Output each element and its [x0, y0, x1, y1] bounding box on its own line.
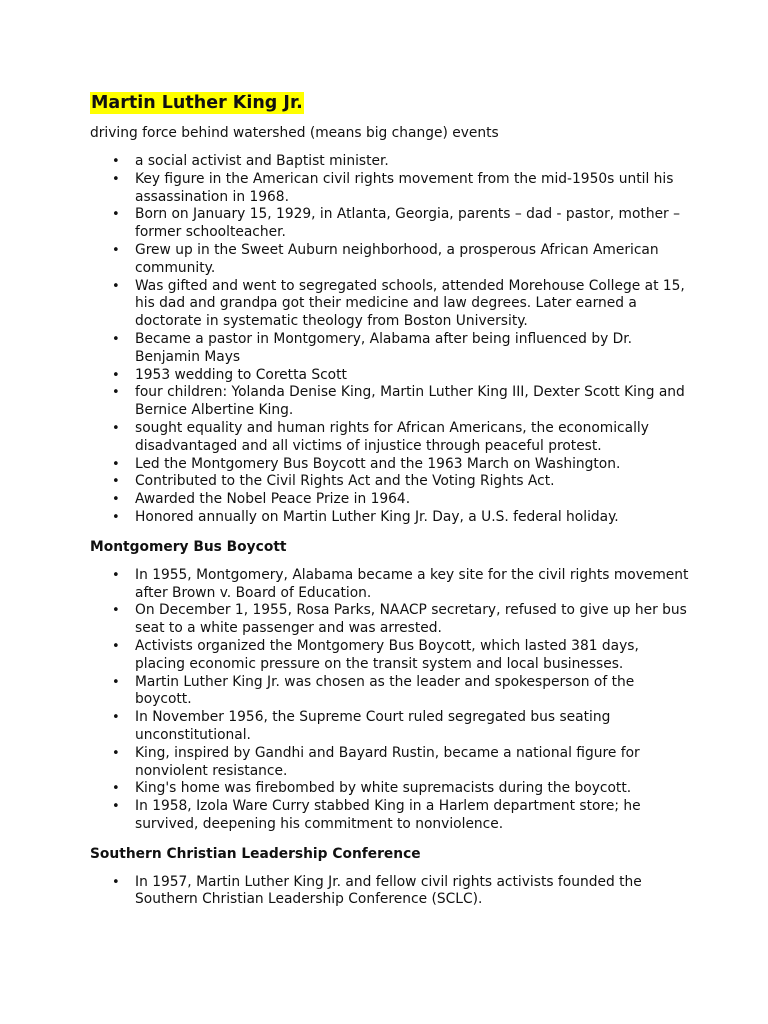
- list-item: [90, 153, 690, 171]
- list-item-text: a social activist and Baptist minister.: [135, 153, 389, 169]
- list-item-text: Contributed to the Civil Rights Act and the Voting Rights Act.: [135, 473, 555, 490]
- list-item-text: King's home was firebombed by white supremacists during the boycott.: [135, 780, 632, 797]
- bullet-icon: •: [112, 171, 120, 187]
- bullet-icon: •: [112, 603, 120, 619]
- bullet-icon: •: [112, 474, 120, 490]
- bullet-icon: •: [112, 638, 120, 654]
- list-item-text: Activists organized the Montgomery Bus Boycott, which lasted 381 days, placing economic pressure on the transit system and local businesses.: [135, 637, 639, 672]
- list-item-text: Awarded the Nobel Peace Prize in 1964.: [135, 491, 411, 508]
- list-item-text: Martin Luther King Jr. was chosen as the leader and spokesperson of the boycott.: [135, 673, 635, 708]
- list-item-text: four children: Yolanda Denise King, Martin Luther King III, Dexter Scott King and Bernice Albertine King.: [135, 384, 685, 419]
- list-item: [90, 874, 690, 910]
- list-item: [90, 456, 690, 474]
- document-title: Martin Luther King Jr.: [91, 93, 303, 113]
- list-item-text: On December 1, 1955, Rosa Parks, NAACP secretary, refused to give up her bus seat to a white passenger and was arrested.: [135, 602, 687, 637]
- list-item: [90, 278, 690, 331]
- bullet-icon: •: [112, 331, 120, 347]
- list-item: [90, 171, 690, 207]
- bullet-icon: •: [112, 674, 120, 690]
- list-item-text: Grew up in the Sweet Auburn neighborhood, a prosperous African American community.: [135, 241, 659, 276]
- list-item: [90, 745, 690, 781]
- list-item-text: In 1955, Montgomery, Alabama became a key site for the civil rights movement after Brown v. Board of Education.: [135, 566, 689, 601]
- bullet-icon: •: [112, 154, 120, 169]
- list-item-text: Led the Montgomery Bus Boycott and the 1963 March on Washington.: [135, 455, 621, 472]
- bullet-icon: •: [112, 420, 120, 436]
- list-item: [90, 674, 690, 710]
- section-heading-bus-boycott: Montgomery Bus Boycott: [90, 538, 287, 555]
- bullet-icon: •: [112, 492, 120, 508]
- bullet-icon: •: [112, 781, 120, 797]
- bullet-icon: •: [112, 385, 120, 401]
- list-item: [90, 420, 690, 456]
- section-heading-sclc: Southern Christian Leadership Conference: [90, 845, 421, 862]
- list-item-text: Was gifted and went to segregated schools, attended Morehouse College at 15, his dad and grandpa got their medicine and law degrees. Later earned a doctorate in systematic theology from Boston University.: [135, 277, 685, 330]
- list-item-text: 1953 wedding to Coretta Scott: [135, 366, 347, 383]
- list-item-text: King, inspired by Gandhi and Bayard Rustin, became a national figure for nonviolent resistance.: [135, 744, 640, 779]
- bullet-icon: •: [112, 710, 120, 726]
- list-item: [90, 638, 690, 674]
- sclc-list: [90, 874, 690, 910]
- list-item-text: Became a pastor in Montgomery, Alabama after being influenced by Dr. Benjamin Mays: [135, 330, 633, 365]
- list-item: [90, 602, 690, 638]
- mlk-facts-list: [90, 153, 690, 527]
- list-item: [90, 331, 690, 367]
- list-item-text: Born on January 15, 1929, in Atlanta, Georgia, parents – dad - pastor, mother – former schoolteacher.: [135, 206, 681, 241]
- bus-boycott-list: [90, 567, 690, 834]
- document-page: [90, 92, 690, 909]
- list-item-text: Key figure in the American civil rights movement from the mid-1950s until his assassination in 1968.: [135, 170, 674, 205]
- list-item: [90, 709, 690, 745]
- list-item-text: Honored annually on Martin Luther King Jr. Day, a U.S. federal holiday.: [135, 508, 619, 525]
- intro-text: driving force behind watershed (means big change) events: [90, 125, 499, 141]
- bullet-icon: •: [112, 456, 120, 472]
- bullet-icon: •: [112, 278, 120, 294]
- bullet-icon: •: [112, 242, 120, 258]
- list-item-text: sought equality and human rights for African Americans, the economically disadvantaged and all victims of injustice through peaceful protest.: [135, 419, 649, 454]
- list-item: [90, 780, 690, 798]
- list-item: [90, 798, 690, 834]
- bullet-icon: •: [112, 799, 120, 815]
- bullet-icon: •: [112, 874, 120, 890]
- list-item-text: In 1958, Izola Ware Curry stabbed King in a Harlem department store; he survived, deepening his commitment to nonviolence.: [135, 798, 641, 832]
- bullet-icon: •: [112, 367, 120, 383]
- bullet-icon: •: [112, 745, 120, 761]
- list-item: [90, 473, 690, 491]
- list-item: [90, 509, 690, 527]
- list-item: [90, 567, 690, 603]
- list-item-text: In 1957, Martin Luther King Jr. and fellow civil rights activists founded the Southern Christian Leadership Conference (SCLC).: [135, 873, 642, 908]
- list-item: [90, 242, 690, 278]
- list-item: [90, 206, 690, 242]
- list-item: [90, 384, 690, 420]
- bullet-icon: •: [112, 567, 120, 583]
- list-item: [90, 367, 690, 385]
- list-item-text: In November 1956, the Supreme Court ruled segregated bus seating unconstitutional.: [135, 709, 611, 743]
- bullet-icon: •: [112, 207, 120, 223]
- bullet-icon: •: [112, 509, 120, 525]
- list-item: [90, 491, 690, 509]
